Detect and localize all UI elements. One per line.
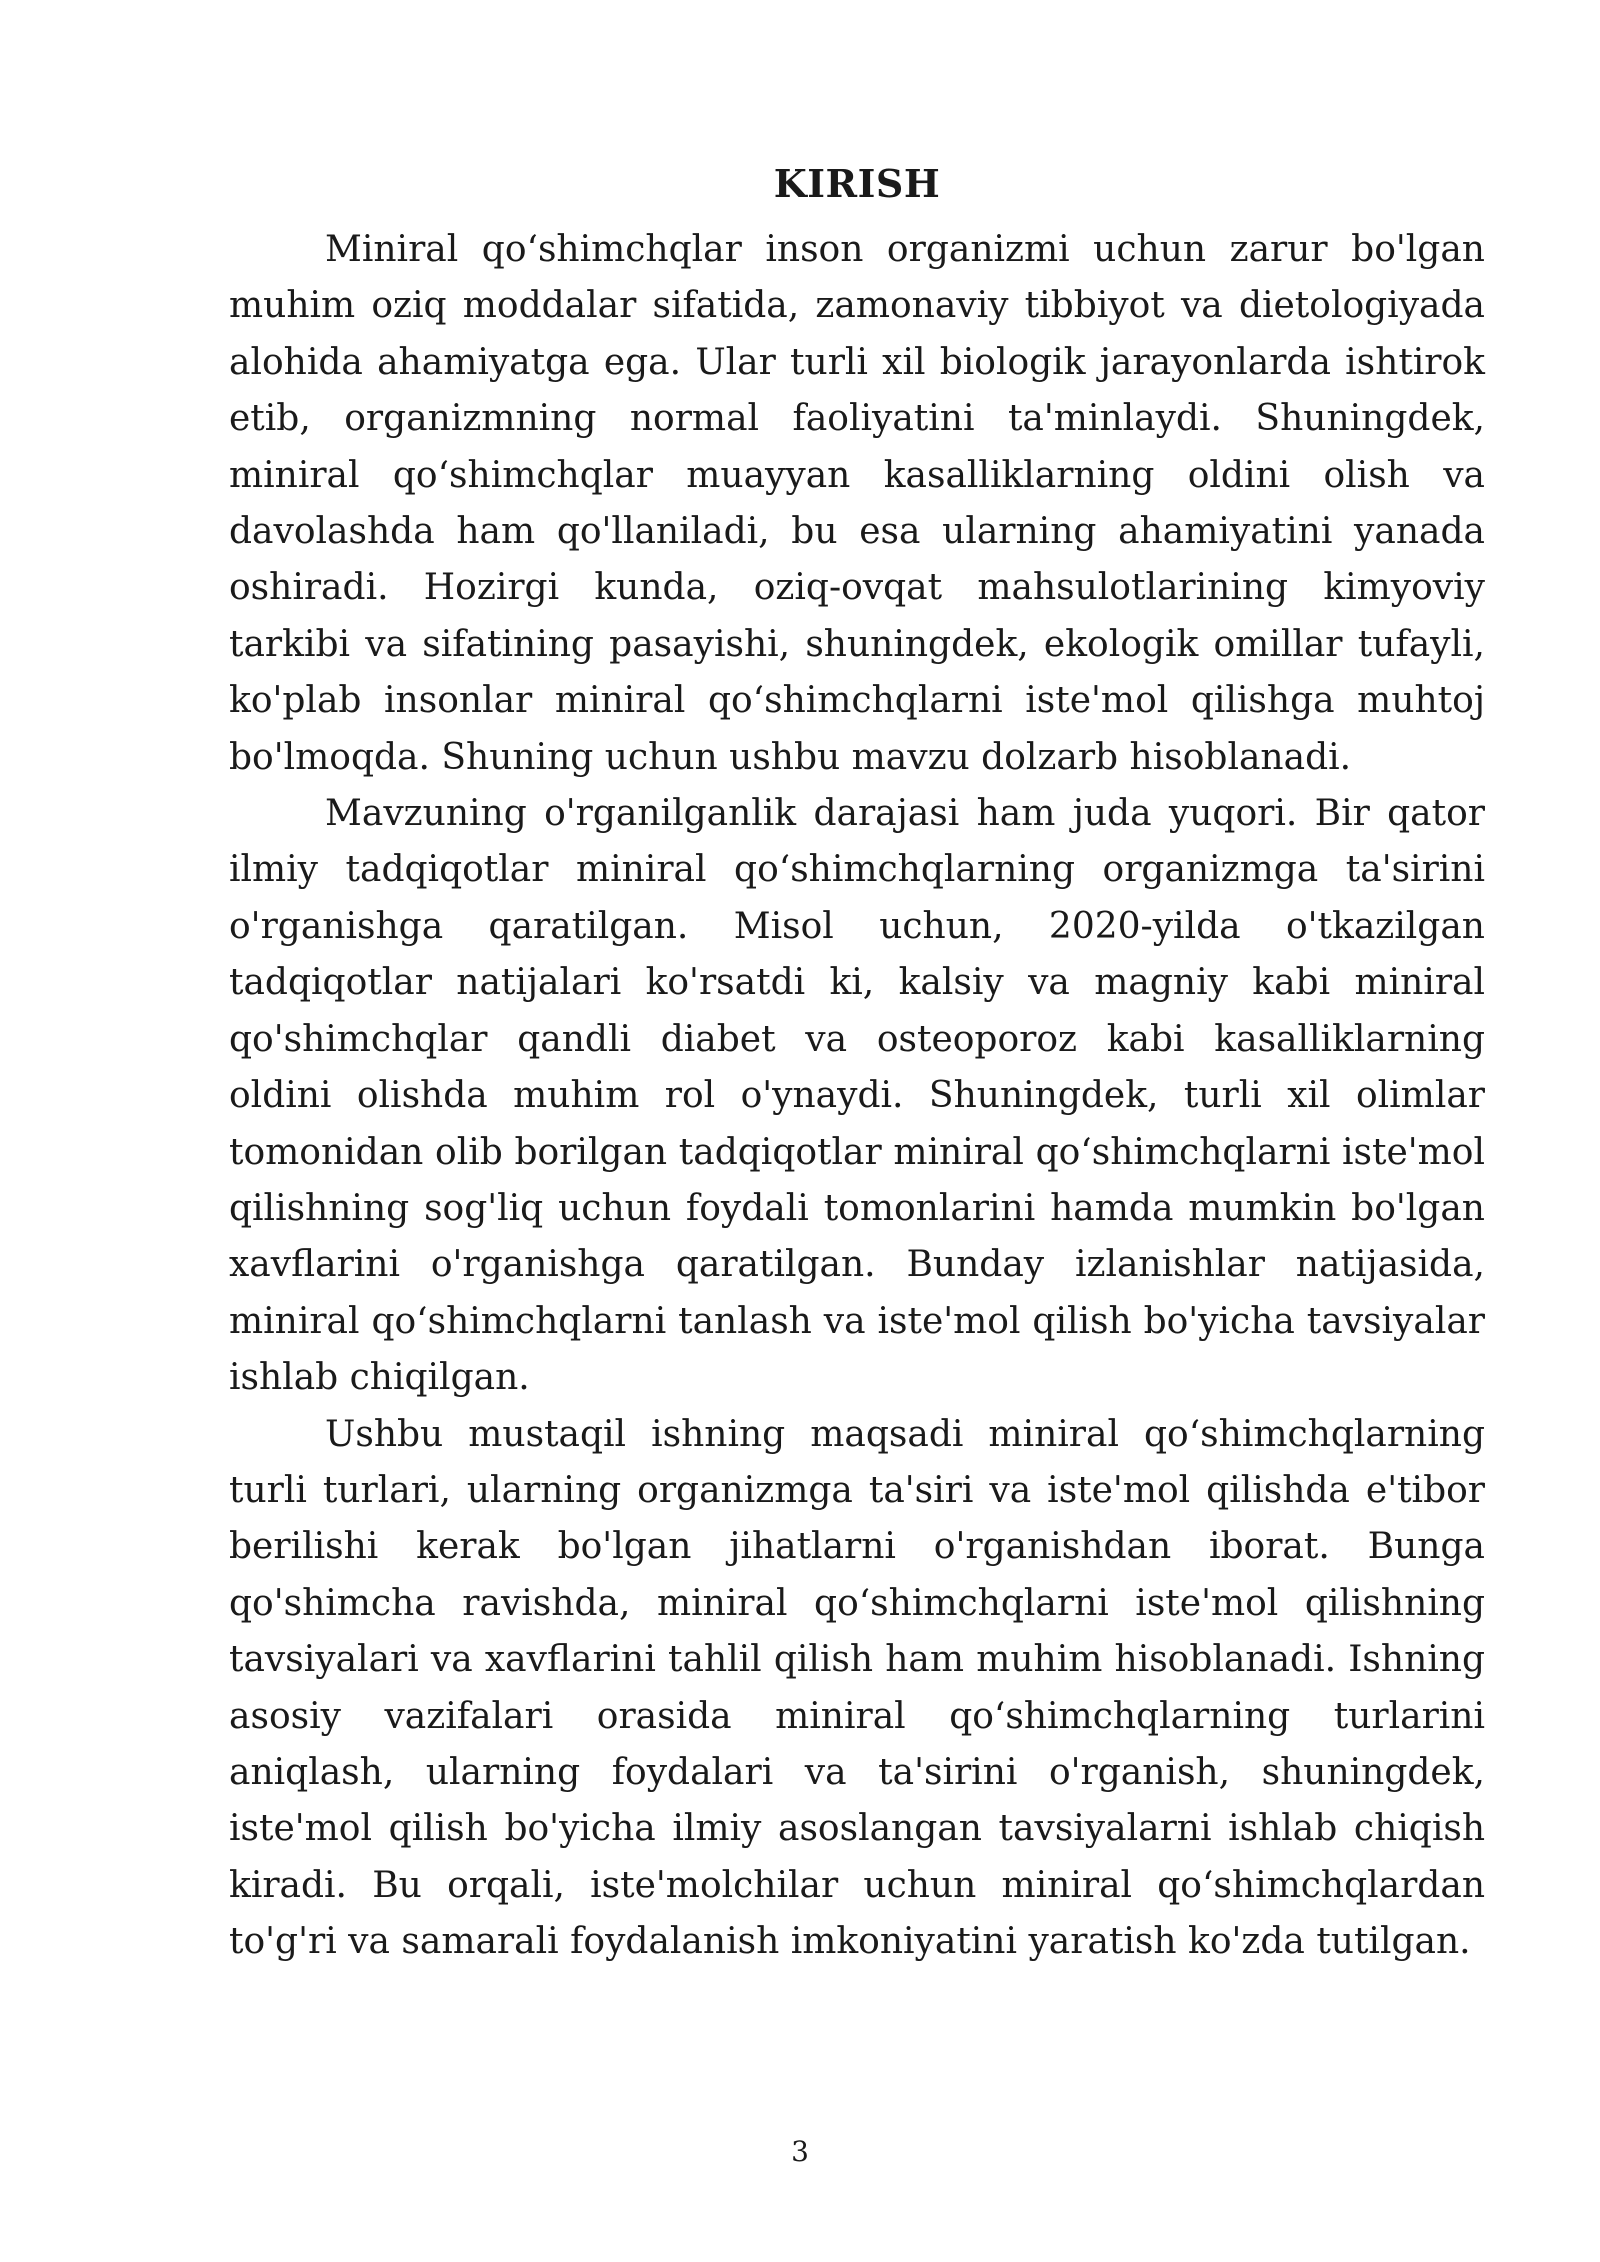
body-paragraph: Mavzuning o'rganilganlik darajasi ham juda yuqori. Bir qator ilmiy tadqiqotlar miniral qoʻshimchqlarning organizmga ta'sirini o'rganishga qaratilgan. Misol uchun, 2020-yilda o'tkazilgan tadqiqotlar natijalari ko'rsatdi ki, kalsiy va magniy kabi miniral qo'shimchqlar qandli diabet va osteoporoz kabi kasalliklarning oldini olishda muhim rol o'ynaydi. Shuningdek, turli xil olimlar tomonidan olib borilgan tadqiqotlar miniral qoʻshimchqlarni iste'mol qilishning sog'liq uchun foydali tomonlarini hamda mumkin bo'lgan xavflarini o'rganishga qaratilgan. Bunday izlanishlar natijasida, miniral qoʻshimchqlarni tanlash va iste'mol qilish bo'yicha tavsiyalar ishlab chiqilgan. [229, 793, 1485, 1399]
body-paragraph: Ushbu mustaqil ishning maqsadi miniral qoʻshimchqlarning turli turlari, ularning organizmga ta'siri va iste'mol qilishda e'tibor berilishi kerak bo'lgan jihatlarni o'rganishdan iborat. Bunga qo'shimcha ravishda, miniral qoʻshimchqlarni iste'mol qilishning tavsiyalari va xavflarini tahlil qilish ham muhim hisoblanadi. Ishning asosiy vazifalari orasida miniral qoʻshimchqlarning turlarini aniqlash, ularning foydalari va ta'sirini o'rganish, shuningdek, iste'mol qilish bo'yicha ilmiy asoslangan tavsiyalarni ishlab chiqish kiradi. Bu orqali, iste'molchilar uchun miniral qoʻshimchqlardan to'g'ri va samarali foydalanish imkoniyatini yaratish ko'zda tutilgan. [229, 1413, 1485, 1963]
body-paragraph: Miniral qoʻshimchqlar inson organizmi uchun zarur bo'lgan muhim oziq moddalar sifatida, zamonaviy tibbiyot va dietologiyada alohida ahamiyatga ega. Ular turli xil biologik jarayonlarda ishtirok etib, organizmning normal faoliyatini ta'minlaydi. Shuningdek, miniral qoʻshimchqlar muayyan kasalliklarning oldini olish va davolashda ham qo'llaniladi, bu esa ularning ahamiyatini yanada oshiradi. Hozirgi kunda, oziq-ovqat mahsulotlarining kimyoviy tarkibi va sifatining pasayishi, shuningdek, ekologik omillar tufayli, ko'plab insonlar miniral qoʻshimchqlarni iste'mol qilishga muhtoj bo'lmoqda. Shuning uchun ushbu mavzu dolzarb hisoblanadi. [229, 229, 1485, 778]
section-title: KIRISH [773, 161, 941, 206]
page-number: 3 [791, 2135, 809, 2168]
page-content [229, 158, 1485, 1971]
